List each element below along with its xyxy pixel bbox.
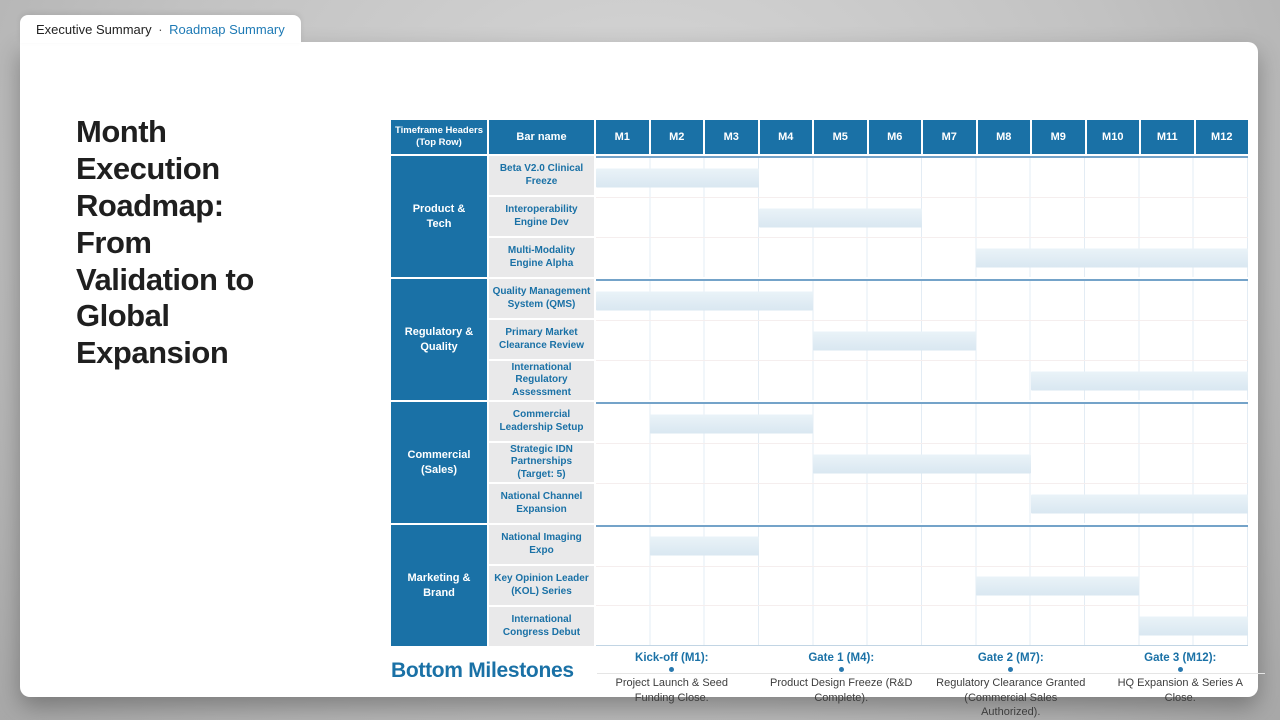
bar-name-international-congress-debut: International Congress Debut bbox=[489, 607, 594, 646]
gantt-lane bbox=[596, 321, 1248, 361]
gantt-lane bbox=[596, 567, 1248, 607]
group-label-commercial-sales: Commercial (Sales) bbox=[391, 402, 487, 523]
milestone-dot-icon bbox=[1178, 667, 1183, 672]
gantt-bar-interoperability-engine-dev bbox=[759, 208, 922, 227]
gantt-lane bbox=[596, 484, 1248, 523]
group-label-regulatory-quality: Regulatory & Quality bbox=[391, 279, 487, 400]
milestone-dot-icon bbox=[839, 667, 844, 672]
gantt-chart bbox=[391, 120, 1248, 648]
gantt-body bbox=[391, 156, 1248, 646]
milestone-description: Project Launch & Seed Funding Close. bbox=[615, 677, 729, 704]
month-header-m4: M4 bbox=[760, 120, 813, 154]
month-header-m5: M5 bbox=[814, 120, 867, 154]
gantt-lane bbox=[596, 198, 1248, 238]
month-header-m10: M10 bbox=[1087, 120, 1140, 154]
gantt-bar-primary-market-clearance-review bbox=[813, 331, 976, 350]
bar-name-beta-v2-0-clinical-freeze: Beta V2.0 Clinical Freeze bbox=[489, 156, 594, 195]
gantt-bar-international-regulatory-assessment bbox=[1031, 371, 1248, 390]
chart-grid-area bbox=[596, 402, 1248, 523]
month-header-m6: M6 bbox=[869, 120, 922, 154]
group-label-product-tech: Product & Tech bbox=[391, 156, 487, 277]
gantt-bar-national-channel-expansion bbox=[1031, 494, 1248, 513]
milestone-dot-icon bbox=[1008, 667, 1013, 672]
milestone-gate-1-m4 bbox=[757, 652, 927, 720]
milestone-label: Kick-off (M1): bbox=[635, 652, 709, 664]
gantt-lane bbox=[596, 158, 1248, 198]
chart-grid-area bbox=[596, 279, 1248, 400]
bar-name-international-regulatory-assessment: International Regulatory Assessment bbox=[489, 361, 594, 400]
gantt-lane bbox=[596, 238, 1248, 277]
milestones-heading: Bottom Milestones bbox=[391, 659, 574, 682]
milestone-dot-icon bbox=[669, 667, 674, 672]
bar-name-column bbox=[489, 402, 594, 523]
gantt-barname-header: Bar name bbox=[489, 120, 594, 154]
month-headers bbox=[596, 120, 1248, 154]
gantt-bar-international-congress-debut bbox=[1139, 616, 1248, 635]
breadcrumb-link-roadmap-summary[interactable]: Roadmap Summary bbox=[169, 22, 285, 37]
month-header-m2: M2 bbox=[651, 120, 704, 154]
gantt-group-commercial-sales bbox=[391, 402, 1248, 523]
gantt-bar-key-opinion-leader-kol-series bbox=[976, 577, 1139, 596]
gantt-group-marketing-brand bbox=[391, 525, 1248, 646]
chart-grid-area bbox=[596, 525, 1248, 646]
milestone-gate-3-m12 bbox=[1096, 652, 1266, 720]
breadcrumb bbox=[20, 15, 301, 43]
gantt-lane bbox=[596, 404, 1248, 444]
gantt-header-row bbox=[391, 120, 1248, 154]
bar-name-national-imaging-expo: National Imaging Expo bbox=[489, 525, 594, 564]
bar-name-quality-management-system-qms: Quality Management System (QMS) bbox=[489, 279, 594, 318]
bar-name-column bbox=[489, 279, 594, 400]
milestone-description: Product Design Freeze (R&D Complete). bbox=[770, 677, 913, 704]
milestone-gate-2-m7 bbox=[926, 652, 1096, 720]
gantt-bar-commercial-leadership-setup bbox=[650, 414, 813, 433]
milestones-row bbox=[587, 652, 1265, 720]
breadcrumb-current: Executive Summary bbox=[36, 22, 152, 37]
milestone-description: HQ Expansion & Series A Close. bbox=[1117, 677, 1243, 704]
bar-name-multi-modality-engine-alpha: Multi-Modality Engine Alpha bbox=[489, 238, 594, 277]
gantt-group-product-tech bbox=[391, 156, 1248, 277]
gantt-lane bbox=[596, 444, 1248, 484]
gantt-group-regulatory-quality bbox=[391, 279, 1248, 400]
gantt-bar-quality-management-system-qms bbox=[596, 291, 813, 310]
gantt-bar-strategic-idn-partnerships-target-5 bbox=[813, 454, 1030, 473]
gantt-lane bbox=[596, 606, 1248, 645]
gantt-lane bbox=[596, 527, 1248, 567]
bar-name-column bbox=[489, 156, 594, 277]
month-header-m8: M8 bbox=[978, 120, 1031, 154]
gantt-corner-header: Timeframe Headers (Top Row) bbox=[391, 120, 487, 154]
milestone-label: Gate 3 (M12): bbox=[1144, 652, 1217, 664]
milestone-description: Regulatory Clearance Granted (Commercial Sales Authorized). bbox=[936, 677, 1086, 719]
breadcrumb-separator: · bbox=[154, 22, 167, 37]
month-header-m9: M9 bbox=[1032, 120, 1085, 154]
month-header-m3: M3 bbox=[705, 120, 758, 154]
milestone-label: Gate 2 (M7): bbox=[977, 652, 1044, 664]
month-header-m12: M12 bbox=[1196, 120, 1249, 154]
gantt-bar-national-imaging-expo bbox=[650, 537, 759, 556]
chart-grid-area bbox=[596, 156, 1248, 277]
bar-name-national-channel-expansion: National Channel Expansion bbox=[489, 484, 594, 523]
bar-name-column bbox=[489, 525, 594, 646]
gantt-lane bbox=[596, 361, 1248, 400]
month-header-m7: M7 bbox=[923, 120, 976, 154]
gantt-bar-multi-modality-engine-alpha bbox=[976, 248, 1248, 267]
bar-name-commercial-leadership-setup: Commercial Leadership Setup bbox=[489, 402, 594, 441]
page-title: Month Execution Roadmap: From Validation to Global Expansion bbox=[76, 114, 254, 371]
milestone-label: Gate 1 (M4): bbox=[808, 652, 875, 664]
gantt-bar-beta-v2-0-clinical-freeze bbox=[596, 168, 759, 187]
bar-name-interoperability-engine-dev: Interoperability Engine Dev bbox=[489, 197, 594, 236]
slide-card bbox=[20, 42, 1258, 719]
bar-name-primary-market-clearance-review: Primary Market Clearance Review bbox=[489, 320, 594, 359]
milestone-kick-off-m1 bbox=[587, 652, 757, 720]
month-header-m1: M1 bbox=[596, 120, 649, 154]
bar-name-strategic-idn-partnerships-target-5: Strategic IDN Partnerships (Target: 5) bbox=[489, 443, 594, 482]
bar-name-key-opinion-leader-kol-series: Key Opinion Leader (KOL) Series bbox=[489, 566, 594, 605]
gantt-lane bbox=[596, 281, 1248, 321]
group-label-marketing-brand: Marketing & Brand bbox=[391, 525, 487, 646]
month-header-m11: M11 bbox=[1141, 120, 1194, 154]
